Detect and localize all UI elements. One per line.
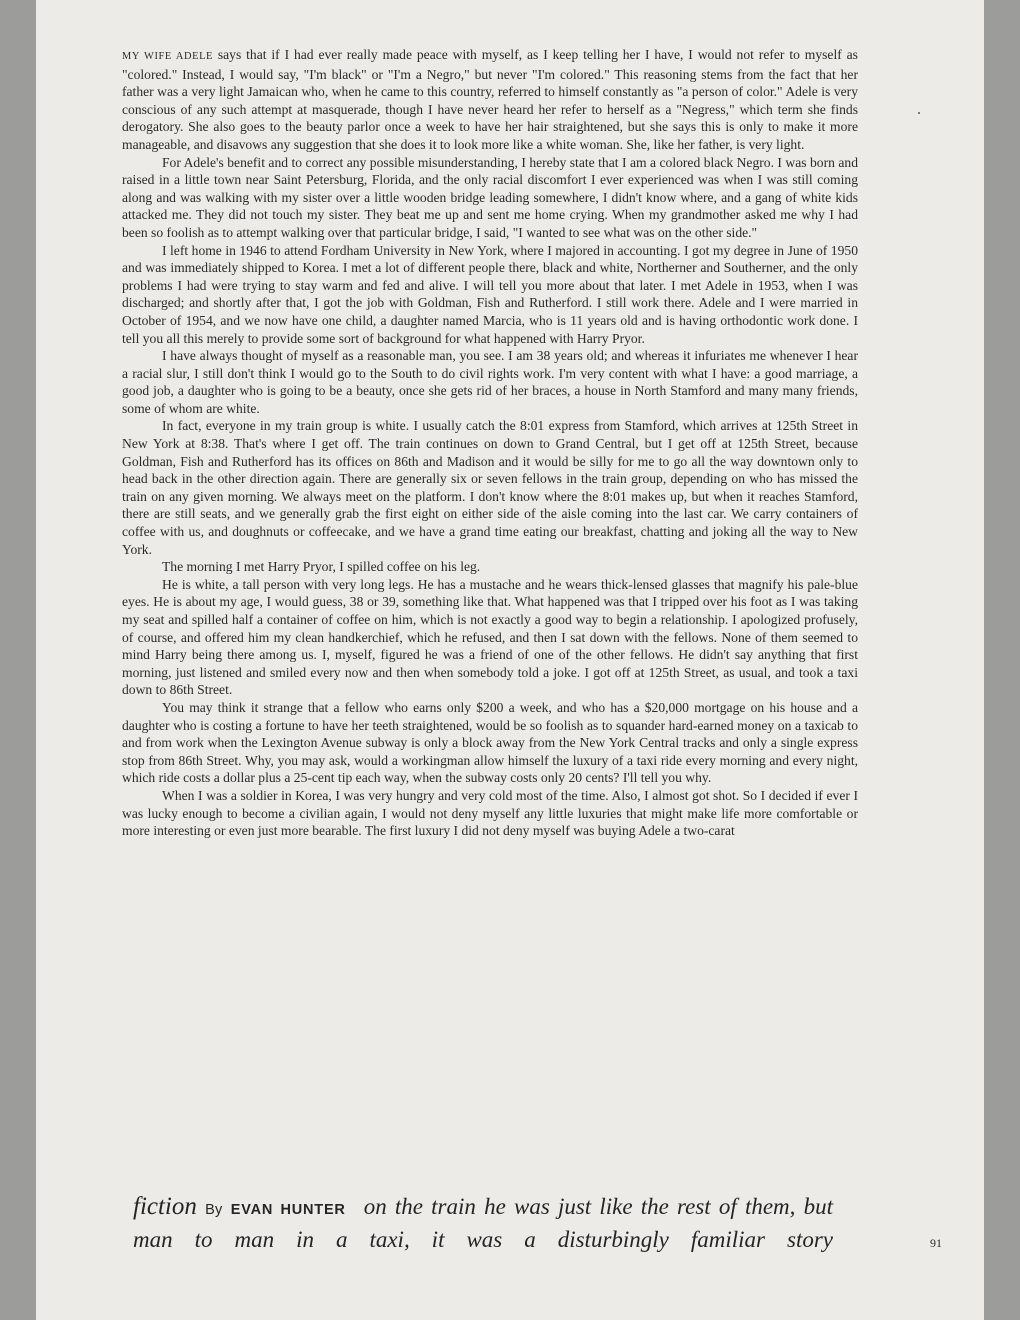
- magazine-page: [36, 0, 984, 1320]
- article-paragraph: In fact, everyone in my train group is white. I usually catch the 8:01 express from Stamford, which arrives at 125th Street in New York at 8:38. That's where I get off. The train continues on down to Grand Central, but I get off at 125th Street, because Goldman, Fish and Rutherford has its offices on 86th and Madison and it would be silly for me to go all the way downtown only to head back in the other direction again. There are generally six or seven fellows in the train group, depending on who has missed the train on any given morning. We always meet on the platform. I don't know where the 8:01 makes up, but when it reaches Stamford, there are still seats, and we generally grab the first eight on either side of the aisle coming into the last car. We carry containers of coffee with us, and doughnuts or coffeecake, and we have a grand time eating our breakfast, chatting and joking all the way to New York.: [122, 418, 858, 557]
- print-speck: [918, 112, 920, 114]
- article-paragraph: For Adele's benefit and to correct any possible misunderstanding, I hereby state that I am a colored black Negro. I was born and raised in a little town near Saint Petersburg, Florida, and the only racial discomfort I ever experienced was when I was still coming along and was walking with my sister over a little wooden bridge leading somewhere, I didn't know where, and a gang of white kids attacked me. They did not touch my sister. They beat me up and sent me home crying. When my grandmother asked me why I had been so foolish as to attempt walking over that particular bridge, I said, "I wanted to see what was on the other side.": [122, 154, 858, 240]
- author-name: EVAN HUNTER: [230, 1202, 346, 1218]
- article-body: [122, 46, 858, 840]
- paragraph-text: says that if I had ever really made peace with myself, as I keep telling her I have, I would not refer to myself as "colored." Instead, I would say, "I'm black" or "I'm a Negro," but never "I'm colored." This reasoning stems from the fact that her father was a very light Jamaican who, when he came to this country, referred to himself constantly as "a person of color." Adele is very conscious of any such attempt at masquerade, though I have never heard her refer to herself as a "Negress," which term she finds derogatory. She also goes to the beauty parlor once a week to have her hair straightened, but she says this is only to make it more manageable, and disavows any suggestion that she does it to look more like a white woman. She, like her father, is very light.: [122, 47, 858, 152]
- article-paragraph: When I was a soldier in Korea, I was very hungry and very cold most of the time. Also, I almost got shot. So I decided if ever I was lucky enough to become a civilian again, I would not deny myself any little luxuries that might make life more comfortable or more interesting or even just more bearable. The first luxury I did not deny myself was buying Adele a two-carat: [122, 787, 858, 839]
- blurb-text: on the train he was just like the rest of them, but man to man in a taxi, it was a disturbingly familiar story: [133, 1194, 833, 1252]
- article-paragraph: [122, 46, 858, 154]
- section-tag: fiction: [133, 1193, 197, 1220]
- article-paragraph: I have always thought of myself as a reasonable man, you see. I am 38 years old; and whereas it infuriates me whenever I hear a racial slur, I still don't think I would go to the South to do civil rights work. I'm very content with what I have: a good marriage, a good job, a daughter who is going to be a beauty, once she gets rid of her braces, a house in North Stamford and many many friends, some of whom are white.: [122, 348, 858, 416]
- page-number: 91: [930, 1236, 942, 1250]
- article-paragraph: You may think it strange that a fellow who earns only $200 a week, and who has a $20,000 mortgage on his house and a daughter who is costing a fortune to have her teeth straightened, would be so foolish as to squander hard-earned money on a taxicab to and from work when the Lexington Avenue subway is only a block away from the New York Central tracks and only a single express stop from 86th Street. Why, you may ask, would a workingman allow himself the luxury of a taxi ride every morning and every night, which ride costs a dollar plus a 25-cent tip each way, when the subway costs only 20 cents? I'll tell you why.: [122, 699, 858, 786]
- byline-prefix: By: [205, 1202, 223, 1218]
- article-paragraph: I left home in 1946 to attend Fordham University in New York, where I majored in accounting. I got my degree in June of 1950 and was immediately shipped to Korea. I met a lot of different people there, black and white, Northerner and Southerner, and the only problems I had were trying to stay warm and fed and alive. I will tell you more about that later. I met Adele in 1953, when I was discharged; and shortly after that, I got the job with Goldman, Fish and Rutherford. I still work there. Adele and I were married in October of 1954, and we now have one child, a daughter named Marcia, who is 11 years old and is having orthodontic work done. I tell you all this merely to provide some sort of background for what happened with Harry Pryor.: [122, 242, 858, 346]
- lead-in: MY WIFE ADELE: [122, 51, 213, 62]
- story-blurb: [133, 1192, 833, 1255]
- article-paragraph: The morning I met Harry Pryor, I spilled coffee on his leg.: [162, 559, 481, 575]
- article-paragraph: He is white, a tall person with very long legs. He has a mustache and he wears thick-lensed glasses that magnify his pale-blue eyes. He is about my age, I would guess, 38 or 39, something like that. What happened was that I tripped over his foot as I was taking my seat and spilled half a container of coffee on him, which is not exactly a good way to begin a relationship. I apologized profusely, of course, and offered him my clean handkerchief, which he refused, and then I sat down with the fellows. None of them seemed to mind Harry being there among us. I, myself, figured he was a friend of one of the other fellows. He didn't say anything that first morning, just listened and smiled every now and then when somebody told a joke. I got off at 125th Street, as usual, and took a taxi down to 86th Street.: [122, 576, 858, 698]
